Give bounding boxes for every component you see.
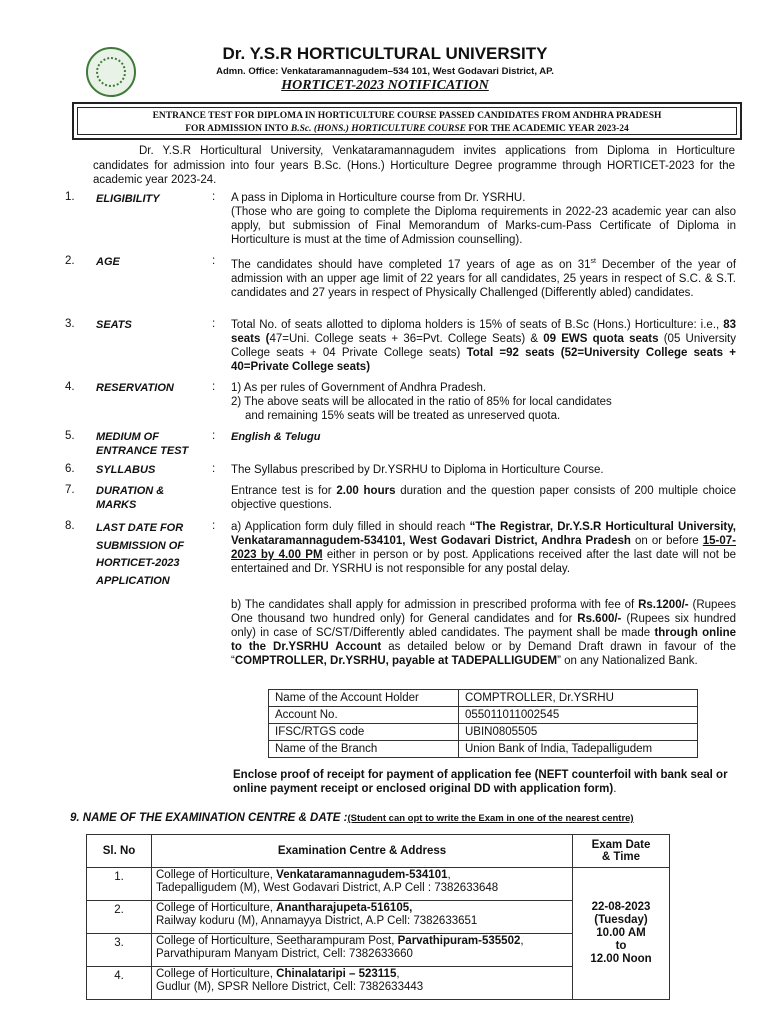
exam-centre-heading: 9. NAME OF THE EXAMINATION CENTRE & DATE :(Student can opt to write the Exam in one of the nearest centre) — [70, 812, 634, 824]
duration-text: Entrance test is for 2.00 hours duration and the question paper consists of 200 multiple choice objective questions. — [231, 485, 736, 511]
notification-banner — [72, 102, 742, 140]
section-label-duration: DURATION & MARKS — [96, 485, 165, 511]
table-row: Name of the Account Holder COMPTROLLER, Dr.YSRHU — [269, 690, 698, 707]
syllabus-text: The Syllabus prescribed by Dr.YSRHU to Diploma in Horticulture Course. — [231, 464, 604, 476]
enclose-note: Enclose proof of receipt for payment of application fee (NEFT counterfoil with bank seal or online payment receipt or enclosed original DD with application form). — [233, 769, 728, 795]
section-label-seats: SEATS — [96, 319, 132, 331]
section-label-eligibility: ELIGIBILITY — [96, 193, 160, 205]
section-number: 5. — [65, 430, 75, 442]
banner-line-1: ENTRANCE TEST FOR DIPLOMA IN HORTICULTURE COURSE PASSED CANDIDATES FROM ANDHRA PRADESH — [152, 111, 662, 121]
intro-paragraph: Dr. Y.S.R Horticultural University, Venkataramannagudem invites applications from Diploma in Horticulture candidates for admission into four years B.Sc. (Hons.) Horticulture Degree programme through HORTICET-2023 for the academic year 2023-24. — [93, 145, 735, 186]
section-label-medium: MEDIUM OF ENTRANCE TEST — [96, 431, 189, 457]
section-label-reservation: RESERVATION — [96, 382, 174, 394]
section-number: 2. — [65, 255, 75, 267]
submission-text-a: a) Application form duly filled in should reach “The Registrar, Dr.Y.S.R Horticultural University, Venkataramannagudem-534101, West Godavari District, Andhra Pradesh on or before 15-07-2023 by 4.00 PM either in person or by post. Applications received after the last date will not be entertained and Dr. YSRHU is not responsible for any postal delay. — [231, 521, 737, 575]
notification-title: HORTICET-2023 NOTIFICATION — [281, 78, 489, 93]
table-row: IFSC/RTGS code UBIN0805505 — [269, 724, 698, 741]
table-row: 4. College of Horticulture, Chinalataripi – 523115, Gudlur (M), SPSR Nellore District, Cell: 7382633443 — [87, 967, 670, 1000]
table-row: 1. College of Horticulture, Venkataramannagudem-534101, Tadepalligudem (M), West Godavari District, A.P Cell : 7382633648 22-08-2023 (Tuesday) 10.00 AM to 12.00 Noon — [87, 868, 670, 901]
account-details-table — [268, 689, 698, 758]
seats-text: Total No. of seats allotted to diploma holders is 15% of seats of B.Sc (Hons.) Horticulture: i.e., 83 seats (47=Uni. College seats + 36=Pvt. College Seats) & 09 EWS quota seats (05 University College seats + 04 Private College seats) Total =92 seats (52=University College seats + 40=Private College seats) — [231, 319, 736, 373]
table-row: Name of the Branch Union Bank of India, Tadepalligudem — [269, 741, 698, 758]
section-number: 7. — [65, 484, 75, 496]
reservation-text: 1) As per rules of Government of Andhra Pradesh. 2) The above seats will be allocated in the ratio of 85% for local candidates and remaining 15% seats will be treated as unreserved quota. — [231, 382, 612, 422]
section-label-last-date: LAST DATE FOR SUBMISSION OF HORTICET-2023 APPLICATION — [96, 522, 185, 587]
section-number: 8. — [65, 520, 75, 532]
university-address: Admn. Office: Venkataramannagudem–534 101, West Godavari District, AP. — [216, 66, 554, 77]
table-header-row: Sl. No Examination Centre & Address Exam Date & Time — [87, 835, 670, 868]
section-label-syllabus: SYLLABUS — [96, 464, 156, 476]
university-name: Dr. Y.S.R HORTICULTURAL UNIVERSITY — [222, 44, 548, 63]
banner-line-2: FOR ADMISSION INTO B.Sc. (HONS.) HORTICULTURE COURSE FOR THE ACADEMIC YEAR 2023-24 — [185, 124, 629, 134]
table-row: 2. College of Horticulture, Anantharajupeta-516105, Railway koduru (M), Annamayya District, A.P Cell: 7382633651 — [87, 901, 670, 934]
table-row: Account No. 055011011002545 — [269, 707, 698, 724]
eligibility-text: A pass in Diploma in Horticulture course from Dr. YSRHU. (Those who are going to complete the Diploma requirements in 2022-23 academic year can also apply, but submission of Final Memorandum of Marks-cum-Pass Certificate of Diploma in Horticulture is must at the time of Admission counselling). — [231, 192, 736, 246]
section-number: 3. — [65, 318, 75, 330]
exam-centres-table — [86, 834, 670, 1000]
exam-date-header: Exam Date & Time — [573, 835, 670, 868]
exam-date-cell: 22-08-2023 (Tuesday) 10.00 AM to 12.00 Noon — [573, 868, 670, 1000]
section-label-age: AGE — [96, 256, 120, 268]
section-number: 6. — [65, 463, 75, 475]
age-text: The candidates should have completed 17 years of age as on 31st December of the year of admission with an upper age limit of 22 years for all candidates, 25 years in respect of S.C. & S.T. candidates and 27 years in respect of Physically Challenged (Differently abled) candidates. — [231, 258, 737, 299]
section-number: 1. — [65, 191, 75, 203]
medium-value: English & Telugu — [231, 431, 321, 443]
table-row: 3. College of Horticulture, Seetharampuram Post, Parvathipuram-535502, Parvathipuram Manyam District, Cell: 7382633660 — [87, 934, 670, 967]
submission-text-b: b) The candidates shall apply for admission in prescribed proforma with fee of Rs.1200/- (Rupees One thousand two hundred only) for General candidates and for Rs.600/- (Rupees six hundred only) in case of SC/ST/Differently abled candidates. The payment shall be made through online to the Dr.YSRHU Account as detailed below or by Demand Draft drawn in favour of the “COMPTROLLER, Dr.YSRHU, payable at TADEPALLIGUDEM” on any Nationalized Bank. — [231, 599, 737, 667]
section-number: 4. — [65, 381, 75, 393]
